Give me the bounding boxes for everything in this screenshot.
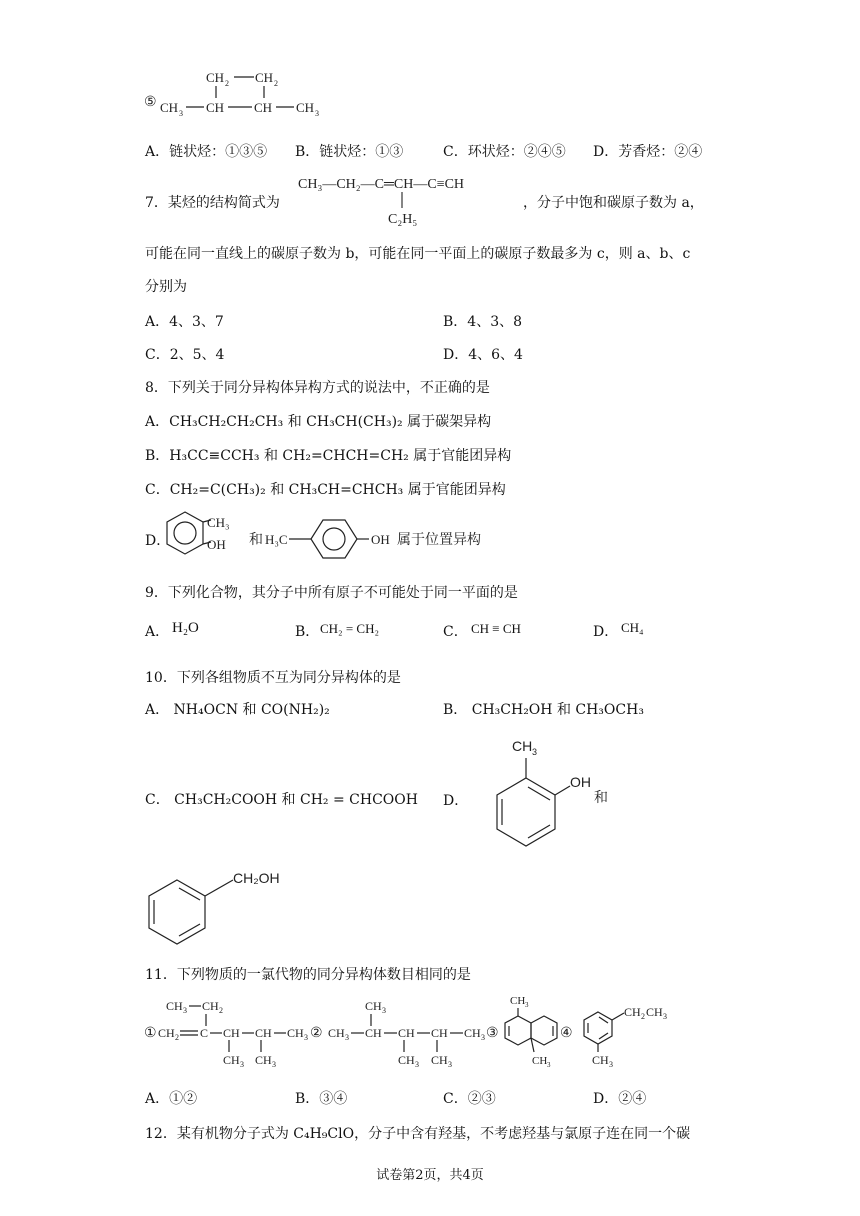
q10-option-a: A． NH₄OCN 和 CO(NH₂)₂ — [145, 702, 330, 718]
q9-option-b-label: B． — [295, 624, 320, 640]
sub: 2 — [225, 79, 229, 88]
benzene-ring — [497, 778, 555, 846]
label: CH — [510, 995, 526, 1007]
label: CH — [398, 1053, 415, 1067]
q7-option-c: C．2、5、4 — [145, 347, 225, 363]
q7-option-b: B．4、3、8 — [443, 314, 523, 330]
q11-structures — [142, 992, 702, 1072]
bond — [612, 1013, 624, 1020]
label: CH — [166, 999, 183, 1013]
and-label: 和 — [594, 791, 608, 806]
q11-option-b: B．③④ — [295, 1091, 348, 1107]
q10-option-b: B． CH₃CH₂OH 和 CH₃OCH₃ — [443, 702, 644, 718]
q10-option-c: C． CH₃CH₂COOH 和 CH₂ = CHCOOH — [145, 792, 418, 808]
ch3-right-label: CH — [296, 100, 315, 115]
double-bond — [179, 924, 200, 936]
sub: 3 — [382, 1006, 386, 1015]
sub: 3 — [304, 1033, 308, 1042]
label: CH — [624, 1005, 641, 1019]
sub: 3 — [481, 1033, 485, 1042]
q9-option-a-label: A． — [145, 624, 170, 640]
marker-1: ① — [144, 1026, 157, 1041]
q11-stem: 11．下列物质的一氯代物的同分异构体数目相同的是 — [145, 967, 471, 983]
double-bond — [179, 888, 200, 900]
q9-option-c-label: C． — [443, 624, 468, 640]
double-bond — [528, 787, 550, 800]
label: CH — [158, 1026, 175, 1040]
ch2-left-label: CH — [206, 70, 225, 85]
label: CH — [365, 999, 382, 1013]
structure-marker: ⑤ — [144, 95, 157, 110]
label: CH — [365, 1026, 382, 1040]
oh-label-2: OH — [371, 532, 390, 547]
ch-right-label: CH — [254, 100, 273, 115]
q6-option-b: B．链状烃：①③ — [295, 144, 404, 160]
label: CH — [255, 1026, 272, 1040]
q7-substituent: C₂H₅ — [388, 212, 418, 227]
label: CH — [646, 1005, 663, 1019]
sub: 3 — [272, 1060, 276, 1069]
q6-option-c: C．环状烃：②④⑤ — [443, 144, 566, 160]
q7-main-chain: CH₃—CH₂—C═CH—C≡CH — [298, 177, 465, 192]
marker-3: ③ — [486, 1026, 499, 1041]
sub: 2 — [219, 1006, 223, 1015]
q9-option-d-formula: CH₄ — [621, 620, 644, 635]
oh-label: OH — [570, 774, 591, 790]
double-bond — [599, 1017, 608, 1023]
ch3-left-label: CH — [160, 100, 179, 115]
q9-option-b-formula: CH₂ = CH₂ — [320, 621, 380, 636]
q10-option-d-label: D． — [443, 793, 469, 809]
marker-2: ② — [310, 1026, 323, 1041]
double-bond — [528, 825, 550, 838]
sub: 3 — [547, 1061, 551, 1069]
q6-option-d: D．芳香烃：②④ — [593, 144, 703, 160]
label: CH — [532, 1055, 548, 1067]
label: CH — [202, 999, 219, 1013]
q9-option-a-formula: H₂O — [172, 620, 199, 636]
q7-formula — [296, 172, 522, 228]
label: CH — [592, 1053, 609, 1067]
and-label: 和 — [249, 533, 263, 548]
ch2-right-label: CH — [255, 70, 274, 85]
q7-stem-end: ，分子中饱和碳原子数为 a， — [523, 195, 704, 211]
h3c-label: H₃C — [265, 532, 288, 547]
sub: 3 — [240, 1060, 244, 1069]
q11-option-a: A．①② — [145, 1091, 198, 1107]
label: CH — [287, 1026, 304, 1040]
sub: 3 — [525, 1001, 529, 1009]
sub: 3 — [183, 1006, 187, 1015]
q6-structure-5 — [142, 62, 342, 122]
q11-option-c: C．②③ — [443, 1091, 496, 1107]
bond — [205, 880, 233, 896]
label: CH — [464, 1026, 481, 1040]
q8-option-d-label: D． — [145, 533, 171, 549]
q7-line3: 分别为 — [145, 279, 187, 295]
cyclobutane-structure — [142, 62, 342, 122]
label: C — [200, 1026, 209, 1040]
page-footer: 试卷第2页，共4页 — [376, 1168, 484, 1183]
q6-option-a: A．链状烃：①③⑤ — [145, 144, 268, 160]
q7-line2: 可能在同一直线上的碳原子数为 b，可能在同一平面上的碳原子数最多为 c，则 a、b、c — [145, 246, 691, 262]
ch3-label: CH₃ — [207, 515, 230, 530]
label: CH — [223, 1026, 240, 1040]
aromatic-circle — [323, 528, 345, 550]
label: CH — [328, 1026, 345, 1040]
label: CH — [255, 1053, 272, 1067]
q9-stem: 9．下列化合物，其分子中所有原子不可能处于同一平面的是 — [145, 585, 518, 601]
q7-option-a: A．4、3、7 — [145, 314, 224, 330]
sub: 2 — [274, 79, 278, 88]
q7-option-d: D．4、6、4 — [443, 347, 523, 363]
sub: 3 — [663, 1012, 667, 1021]
sub: 3 — [448, 1060, 452, 1069]
label: CH — [223, 1053, 240, 1067]
q11-option-d: D．②④ — [593, 1091, 647, 1107]
q9-option-d-label: D． — [593, 624, 619, 640]
q8-stem: 8．下列关于同分异构体异构方式的说法中，不正确的是 — [145, 380, 490, 396]
label: CH — [398, 1026, 415, 1040]
benzene-ring — [149, 880, 205, 944]
q10-o-cresol-structure — [470, 732, 620, 860]
sub: 3 — [179, 109, 183, 118]
ch3-label: CH — [512, 738, 533, 754]
q7-stem-start: 7．某烃的结构简式为 — [145, 195, 280, 211]
position-isomer-text: 属于位置异构 — [397, 533, 481, 548]
oh-label: OH — [207, 537, 226, 552]
q8-option-a: A．CH₃CH₂CH₂CH₃ 和 CH₃CH(CH₃)₂ 属于碳架异构 — [145, 414, 492, 430]
q9-option-c-formula: CH ≡ CH — [471, 621, 521, 636]
marker-4: ④ — [560, 1026, 573, 1041]
sub: 2 — [175, 1033, 179, 1042]
label: CH — [431, 1053, 448, 1067]
sub: 2 — [641, 1012, 645, 1021]
sub: 3 — [315, 109, 319, 118]
benzene-ring — [167, 512, 203, 554]
ch-left-label: CH — [206, 100, 225, 115]
sub: 3 — [609, 1060, 613, 1069]
sub: 3 — [532, 747, 538, 757]
q8-option-c: C．CH₂=C(CH₃)₂ 和 CH₃CH=CHCH₃ 属于官能团异构 — [145, 482, 506, 498]
q12-stem: 12．某有机物分子式为 C₄H₉ClO，分子中含有羟基，不考虑羟基与氯原子连在同一个碳 — [145, 1126, 691, 1142]
q10-stem: 10．下列各组物质不互为同分异构体的是 — [145, 670, 401, 686]
q8-option-d-structures — [165, 508, 495, 564]
sub: 3 — [345, 1033, 349, 1042]
sub: 3 — [415, 1060, 419, 1069]
double-bond — [599, 1033, 608, 1039]
bond — [555, 786, 570, 795]
aromatic-circle — [174, 522, 196, 544]
para-benzene-ring — [311, 520, 357, 558]
bond — [531, 1038, 534, 1052]
ch2oh-label: CH₂OH — [233, 870, 280, 886]
label: CH — [431, 1026, 448, 1040]
q8-option-b: B．H₃CC≡CCH₃ 和 CH₂=CHCH=CH₂ 属于官能团异构 — [145, 448, 512, 464]
q10-benzyl-alcohol-structure — [145, 866, 305, 952]
